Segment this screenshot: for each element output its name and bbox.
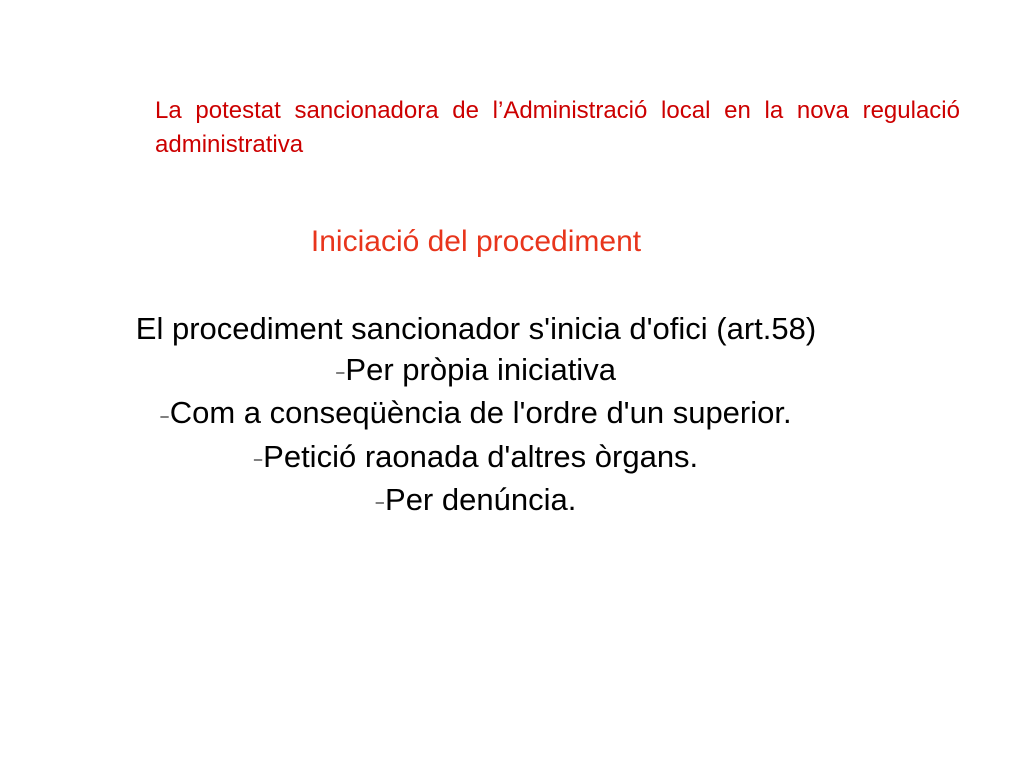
list-item-text: Com a conseqüència de l'ordre d'un superior. (169, 395, 792, 431)
list-item (0, 479, 952, 522)
list-item (0, 436, 952, 479)
list-item (0, 392, 952, 435)
dash-bullet-icon: – (375, 494, 385, 512)
content-block (0, 308, 952, 522)
initiation-methods-list (0, 349, 952, 522)
section-heading: Iniciació del procediment (310, 225, 642, 258)
dash-bullet-icon: – (253, 450, 263, 468)
presentation-title: La potestat sancionadora de l’Administració local en la nova regulació administrativa (155, 97, 960, 158)
list-item-text: Per pròpia iniciativa (345, 352, 616, 387)
dash-bullet-icon: – (160, 407, 169, 425)
list-item (0, 349, 952, 392)
list-item-text: Per denúncia. (385, 481, 577, 517)
list-item-text: Petició raonada d'altres òrgans. (263, 438, 699, 474)
lead-statement: El procediment sancionador s'inicia d'ofici (art.58) (135, 311, 817, 346)
dash-bullet-icon: – (336, 364, 345, 382)
